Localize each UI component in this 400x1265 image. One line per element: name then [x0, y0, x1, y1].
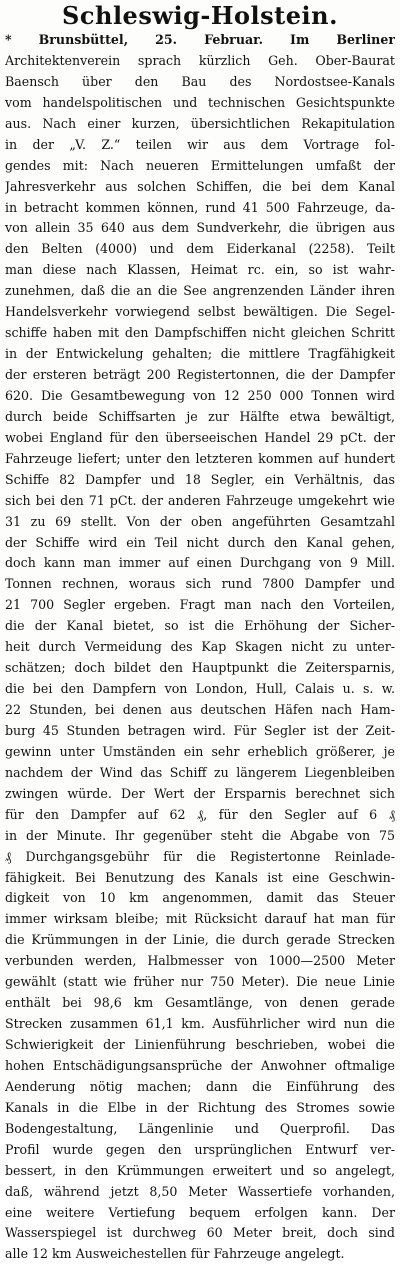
article-line: * Brunsbüttel, 25. Februar. Im Berliner — [5, 32, 395, 47]
article-line: gendes mit: Nach neueren Ermittelungen umfaßt der — [5, 157, 395, 173]
article-line: ₰ Durchgangsgebühr für die Registertonne Reinlade- — [5, 848, 395, 864]
article-line: Fahrzeuge liefert; unter den letzteren kommen auf hundert — [5, 450, 395, 466]
article-line: Schiffe 82 Dampfer und 18 Segler, ein Verhältnis, das — [5, 471, 395, 487]
article-line: vom handelspolitischen und technischen Gesichtspunkte — [5, 94, 395, 110]
article-line: in der „V. Z.“ teilen wir aus dem Vortrage fol- — [5, 136, 395, 152]
article-line: nachdem der Wind das Schiff zu längerem Liegenbleiben — [5, 764, 395, 780]
article-body — [5, 30, 395, 1265]
article-line: Kanals in die Elbe in der Richtung des Stromes sowie — [5, 1099, 395, 1115]
article-line: durch beide Schiffsarten je zur Hälfte etwa bewältigt, — [5, 408, 395, 424]
article-line: wobei England für den überseeischen Handel 29 pCt. der — [5, 429, 395, 445]
article-line: schiffe haben mit den Dampfschiffen nicht gleichen Schritt — [5, 325, 395, 341]
article-line: in der Entwickelung gehalten; die mittlere Tragfähigkeit — [5, 346, 395, 362]
article-line: immer wirksam bleibe; mit Rücksicht darauf hat man für — [5, 911, 395, 927]
article-line: man diese nach Klassen, Heimat rc. ein, so ist wahr- — [5, 262, 395, 278]
article-line: eine weitere Vertiefung bequem erfolgen kann. Der — [5, 1204, 395, 1220]
article-line: digkeit von 10 km angenommen, damit das Steuer — [5, 890, 395, 906]
article-line: doch kann man immer auf einen Durchgang von 9 Mill. — [5, 555, 395, 571]
article-line: verbunden werden, Halbmesser von 1000—2500 Meter — [5, 953, 395, 969]
article-line: aus. Nach einer kurzen, übersichtlichen Rekapitulation — [5, 115, 395, 131]
article-line: heit durch Vermeidung des Kap Skagen nicht zu unter- — [5, 639, 395, 655]
article-line: in betracht kommen können, rund 41 500 Fahrzeuge, da- — [5, 199, 395, 215]
article-line: bessert, in den Krümmungen erweitert und so angelegt, — [5, 1162, 395, 1178]
article-line: daß, während jetzt 8,50 Meter Wassertiefe vorhanden, — [5, 1183, 395, 1199]
article-line: zunehmen, daß die an die See angrenzenden Länder ihren — [5, 283, 395, 299]
article-line: Handelsverkehr vorwiegend selbst bewältigen. Die Segel- — [5, 304, 395, 320]
article-line: schätzen; doch bildet den Hauptpunkt die Zeitersparnis, — [5, 660, 395, 676]
article-line: fähigkeit. Bei Benutzung des Kanals ist eine Geschwin- — [5, 869, 395, 885]
article-line: Aenderung nötig machen; dann die Einführung des — [5, 1078, 395, 1094]
article-line: für den Dampfer auf 62 ₰, für den Segler auf 6 ₰ — [5, 806, 395, 822]
article-line: alle 12 km Ausweichestellen für Fahrzeuge angelegt. — [5, 1246, 345, 1262]
article-line: 22 Stunden, bei denen aus deutschen Häfen nach Ham- — [5, 702, 395, 717]
article-line: der Schiffe wird ein Teil nicht durch den Kanal gehen, — [5, 534, 395, 550]
article-line: der ersteren beträgt 200 Registertonnen, die der Dampfer — [5, 367, 395, 382]
article-line: 31 zu 69 stellt. Von der oben angeführten Gesamtzahl — [5, 513, 395, 529]
article-line: die der Kanal bietet, so ist die Erhöhung der Sicher- — [5, 618, 395, 634]
article-line: Wasserspiegel ist durchweg 60 Meter breit, doch sind — [5, 1225, 395, 1241]
article-line: Bodengestaltung, Längenlinie und Querprofil. Das — [5, 1120, 395, 1136]
article-line: Strecken zusammen 61,1 km. Ausführlicher wird nun die — [5, 1016, 395, 1032]
article-line: burg 45 Stunden betragen wird. Für Segler ist der Zeit- — [5, 722, 395, 738]
article-line: 620. Die Gesamtbewegung von 12 250 000 Tonnen wird — [5, 387, 395, 403]
article-line: Baensch über den Bau des Nordostsee-Kanals — [5, 73, 395, 89]
article-line: gewinn unter Umständen ein sehr erheblich größerer, je — [5, 743, 395, 759]
article-line: sich bei den 71 pCt. der anderen Fahrzeuge umgekehrt wie — [5, 492, 395, 508]
article-line: in der Minute. Ihr gegenüber steht die Abgabe von 75 — [5, 827, 395, 843]
article-line: enthält bei 98,6 km Gesamtlänge, von denen gerade — [5, 995, 395, 1011]
article-line: die Krümmungen in der Linie, die durch gerade Strecken — [5, 932, 395, 948]
article-line: Schwierigkeit der Linienführung beschrieben, wobei die — [5, 1037, 395, 1052]
article-line: Profil wurde gegen den ursprünglichen Entwurf ver- — [5, 1141, 395, 1157]
article-line: 21 700 Segler ergeben. Fragt man nach den Vorteilen, — [5, 597, 395, 613]
article-line: von allein 35 640 aus dem Sundverkehr, die übrigen aus — [5, 220, 395, 236]
article-line: gewählt (statt wie früher nur 750 Meter). Die neue Linie — [5, 974, 395, 990]
article-line: die bei den Dampfern von London, Hull, Calais u. s. w. — [5, 681, 395, 697]
article-line: Jahresverkehr aus solchen Schiffen, die bei dem Kanal — [5, 178, 395, 194]
section-heading: Schleswig-Holstein. — [62, 1, 338, 30]
article-line: den Belten (4000) und dem Eiderkanal (2258). Teilt — [5, 241, 395, 257]
article-line: Architektenverein sprach kürzlich Geh. Ober-Baurat — [5, 52, 395, 68]
article-line: zwingen würde. Der Wert der Ersparnis berechnet sich — [5, 785, 395, 801]
article-line: hohen Entschädigungsansprüche der Anwohner oftmalige — [5, 1057, 395, 1073]
article-line: Tonnen rechnen, woraus sich rund 7800 Dampfer und — [5, 576, 395, 592]
